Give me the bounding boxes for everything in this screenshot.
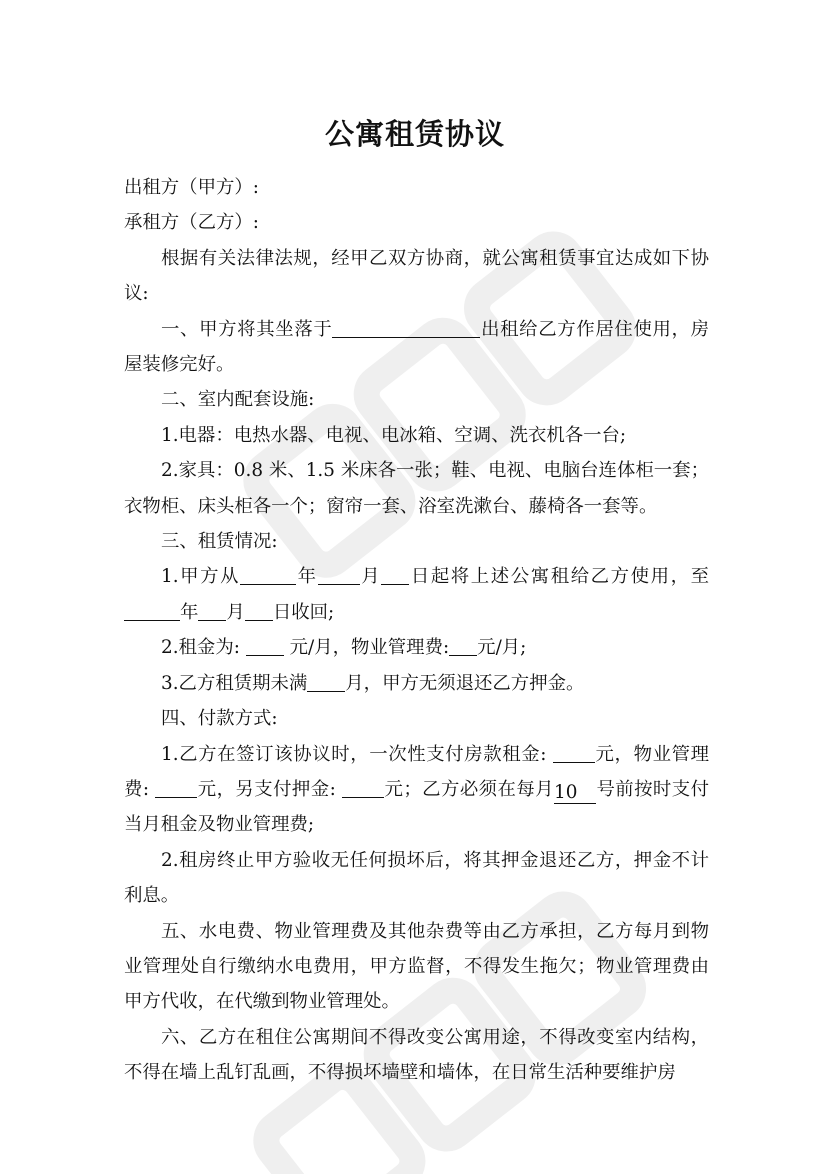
s4-i1-d: 元；乙方必须在每月: [384, 778, 554, 800]
s3-i3-b: 月，甲方无须退还乙方押金。: [345, 672, 585, 694]
s3-year-label-2: 年: [180, 601, 199, 623]
section-1-post: 出租给乙方作居住使用，房屋装修完好。: [124, 318, 709, 376]
s3-i1-a: 1.甲方从: [161, 566, 241, 588]
address-blank[interactable]: [332, 316, 480, 338]
section-6: 六、乙方在租住公寓期间不得改变公寓用途，不得改变室内结构，不得在墙上乱钉乱画，不得损坏墙壁和墙体，在日常生活种要维护房: [124, 1026, 709, 1084]
s3-month-label-2: 月: [226, 601, 245, 623]
intro-paragraph: 根据有关法律法规，经甲乙双方协商，就公寓租赁事宜达成如下协议:: [124, 247, 709, 305]
start-month-blank[interactable]: [318, 563, 360, 585]
property-fee-blank[interactable]: [449, 634, 477, 656]
s3-i2-c: 元/月;: [477, 637, 527, 659]
end-year-blank[interactable]: [124, 599, 180, 621]
s3-i2-b: 元/月，物业管理费:: [289, 637, 450, 659]
document-body: [124, 170, 709, 1091]
s3-year-label: 年: [296, 566, 318, 588]
s4-i1-e: 号前按时支付当月租金及物业管理费;: [124, 778, 709, 836]
end-day-blank[interactable]: [245, 599, 273, 621]
section-4-heading: 四、付款方式:: [161, 708, 278, 730]
lessor-line: 出租方（甲方）:: [124, 177, 259, 198]
section-1-pre: 一、甲方将其坐落于: [161, 318, 333, 340]
section-4-item-1: [124, 737, 709, 843]
section-3-item-2: [124, 630, 709, 665]
deposit-blank[interactable]: [342, 776, 384, 798]
s4-i1-a: 1.乙方在签订该协议时，一次性支付房款租金:: [161, 743, 547, 765]
s3-i3-a: 3.乙方租赁期未满: [161, 672, 308, 694]
s3-i1-c: 日收回;: [272, 601, 335, 623]
section-5: 五、水电费、物业管理费及其他杂费等由乙方承担，乙方每月到物业管理处自行缴纳水电费用，甲方监督，不得发生拖欠；物业管理费由甲方代收，在代缴到物业管理处。: [124, 920, 709, 1013]
end-month-blank[interactable]: [198, 599, 226, 621]
s4-i1-b: 元，物业管理费:: [124, 743, 709, 800]
start-day-blank[interactable]: [381, 563, 409, 585]
lump-rent-blank[interactable]: [553, 741, 595, 763]
lessee-line: 承租方（乙方）:: [124, 212, 259, 234]
pay-day-blank[interactable]: 10: [554, 782, 596, 804]
lease-months-blank[interactable]: [307, 670, 345, 692]
section-3-item-3: [124, 666, 709, 701]
section-3-item-1: [124, 559, 709, 630]
s4-i1-c: 元，另支付押金:: [197, 778, 336, 800]
s3-i2-a: 2.租金为:: [161, 637, 240, 659]
document-title: 公寓租赁协议: [324, 117, 505, 151]
section-2-item-1: 1.电器：电热水器、电视、电冰箱、空调、洗衣机各一台;: [161, 424, 627, 446]
section-4-item-2: 2.租房终止甲方验收无任何损坏后，将其押金退还乙方，押金不计利息。: [124, 849, 709, 907]
section-1: [124, 312, 709, 383]
start-year-blank[interactable]: [240, 563, 296, 585]
rent-blank[interactable]: [246, 634, 284, 656]
mgmt-fee-blank[interactable]: [155, 776, 197, 798]
s3-month-label: 月: [359, 566, 382, 588]
section-3-heading: 三、租赁情况:: [161, 531, 278, 553]
section-2-item-2: 2.家具：0.8 米、1.5 米床各一张；鞋、电视、电脑台连体柜一套；衣物柜、床头柜各一个；窗帘一套、浴室洗漱台、藤椅各一套等。: [124, 460, 709, 517]
section-2-heading: 二、室内配套设施:: [161, 389, 315, 411]
s3-i1-b: 日起将上述公寓租给乙方使用，至: [409, 566, 709, 588]
